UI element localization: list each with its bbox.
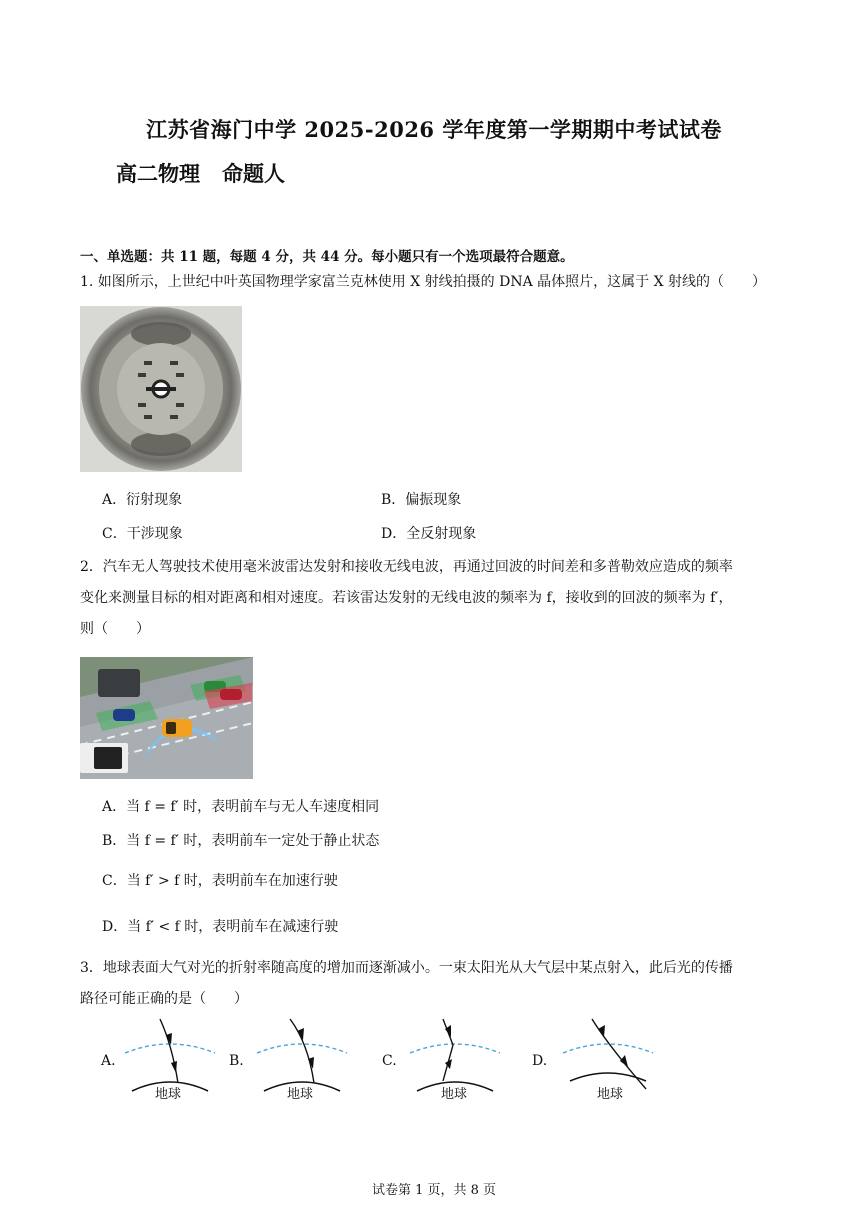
page-footer: 试卷第 1 页，共 8 页 bbox=[371, 1183, 497, 1198]
subject-label: 高二物理 bbox=[116, 161, 200, 186]
author-label: 命题人 bbox=[222, 161, 285, 186]
autonomous-car-radar-image bbox=[80, 657, 253, 779]
q3-option-c-label[interactable]: C. bbox=[382, 1053, 397, 1069]
q2-option-b[interactable]: B．当 f = f′ 时，表明前车一定处于静止状态 bbox=[102, 833, 380, 849]
q3-option-a-label[interactable]: A. bbox=[101, 1053, 116, 1069]
q3-earth-label-a: 地球 bbox=[155, 1087, 182, 1102]
section-heading: 一、单选题：共 11 题，每题 4 分，共 44 分。每小题只有一个选项最符合题意。 bbox=[80, 249, 574, 265]
q2-option-d[interactable]: D．当 f′ < f 时，表明前车在减速行驶 bbox=[102, 919, 339, 935]
exam-title: 江苏省海门中学 2025-2026 学年度第一学期期中考试试卷 bbox=[146, 117, 722, 142]
question-2-text bbox=[80, 552, 792, 645]
q1-option-b[interactable]: B．偏振现象 bbox=[381, 492, 462, 508]
q3-line-2: 路径可能正确的是（ ） bbox=[80, 991, 248, 1007]
q3-option-b-label[interactable]: B. bbox=[229, 1053, 244, 1069]
q1-option-a[interactable]: A．衍射现象 bbox=[102, 492, 183, 508]
q2-line-3: 则（ ） bbox=[80, 621, 150, 637]
q3-earth-label-d: 地球 bbox=[597, 1087, 624, 1102]
q1-option-d[interactable]: D．全反射现象 bbox=[381, 526, 477, 542]
exam-subtitle bbox=[116, 158, 307, 188]
question-1-text: 1. 如图所示，上世纪中叶英国物理学家富兰克林使用 X 射线拍摄的 DNA 晶体照片，这属于 X 射线的（ ） bbox=[80, 274, 767, 290]
q3-option-d-label[interactable]: D. bbox=[532, 1053, 548, 1069]
q2-option-a[interactable]: A．当 f = f′ 时，表明前车与无人车速度相同 bbox=[102, 799, 380, 815]
q1-option-c[interactable]: C．干涉现象 bbox=[102, 526, 183, 542]
q3-earth-label-c: 地球 bbox=[441, 1087, 468, 1102]
question-3-text bbox=[80, 953, 792, 1015]
q2-line-2: 变化来测量目标的相对距离和相对速度。若该雷达发射的无线电波的频率为 f，接收到的回波的频率为 f′， bbox=[80, 590, 733, 606]
q3-earth-label-b: 地球 bbox=[287, 1087, 314, 1102]
dna-xray-photo bbox=[80, 306, 242, 472]
q2-option-c[interactable]: C．当 f′ > f 时，表明前车在加速行驶 bbox=[102, 873, 338, 889]
q3-line-1: 3．地球表面大气对光的折射率随高度的增加而逐渐减小。一束太阳光从大气层中某点射入，此后光的传播 bbox=[80, 960, 733, 976]
q2-line-1: 2．汽车无人驾驶技术使用毫米波雷达发射和接收无线电波，再通过回波的时间差和多普勒效应造成的频率 bbox=[80, 559, 733, 575]
